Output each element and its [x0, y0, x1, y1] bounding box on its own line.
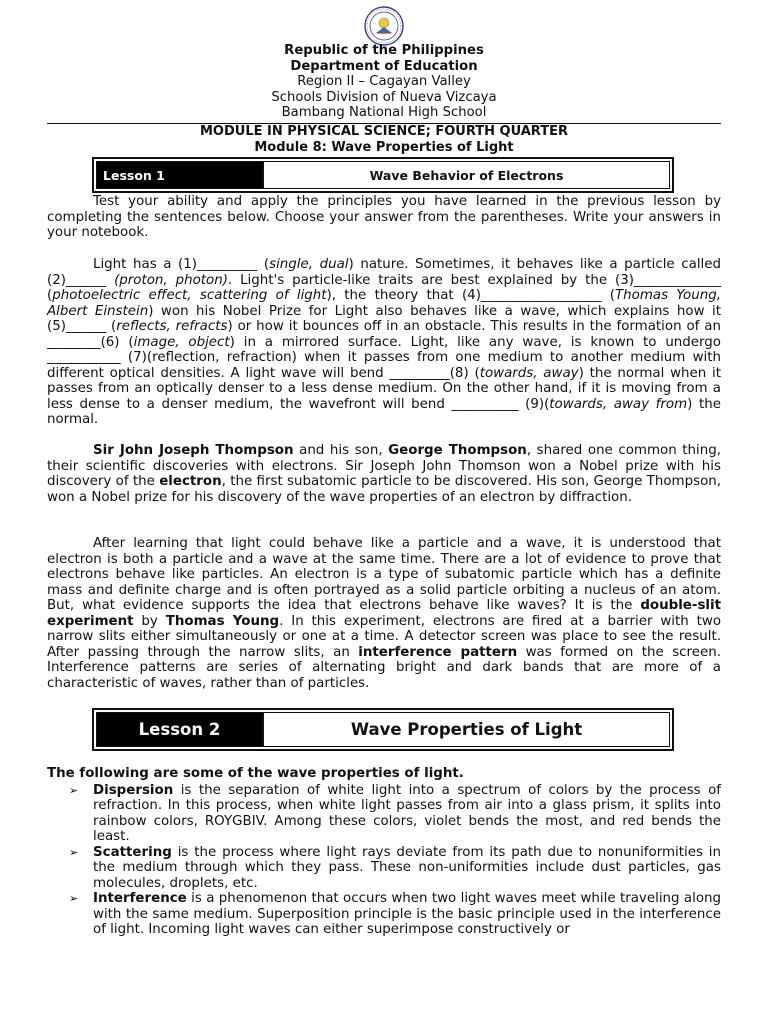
list-item — [47, 783, 721, 845]
header-division: Schools Division of Nueva Vizcaya — [271, 89, 497, 105]
module-line1: MODULE IN PHYSICAL SCIENCE; FOURTH QUARTER — [200, 124, 568, 139]
header-republic: Republic of the Philippines — [284, 43, 484, 58]
property-text: is the process where light rays deviate from its path due to nonuniformities in the medium through which they pass. These non-uniformities include dust particles, gas molecules, droplets, etc. — [93, 844, 721, 891]
electron-paragraph: After learning that light could behave like a particle and a wave, it is understood that electron is both a particle and a wave at the same time. There are a lot of evidence to prove that electrons behave like particles. An electron is a type of subatomic particle which has a definite mass and definite charge and is often portrayed as a solid particle orbiting a nucleus of an atom. But, what evidence supports the idea that electrons behave like waves? It is the double-slit experiment by Thomas Young. In this experiment, electrons are fired at a barrier with two narrow slits either simultaneously or one at a time. A detector screen was place to see the result. After passing through the narrow slits, an interference pattern was formed on the screen. Interference patterns are series of alternating bright and dark bands that are more of a characteristic of waves, rather than of particles. — [47, 536, 722, 691]
property-term: Dispersion — [93, 782, 174, 798]
lesson2-label: Lesson 2 — [97, 713, 262, 746]
list-item — [47, 891, 721, 938]
lesson2-title: Wave Properties of Light — [262, 713, 669, 746]
deped-seal-icon — [364, 6, 404, 46]
property-term: Interference — [93, 891, 187, 906]
properties-lead: The following are some of the wave properties of light. — [47, 766, 464, 781]
module-line2: Module 8: Wave Properties of Light — [254, 139, 514, 155]
list-item — [47, 845, 721, 892]
lesson2-inner — [96, 712, 670, 747]
activity-paragraph: Light has a (1)_________ (single, dual) nature. Sometimes, it behaves like a particle called (2)______ (proton, photon). Light's particle-like traits are best explained by the (3)_____________ (photoelectric effect, scattering of light), the theory that (4)__________________ (Thomas Young, Albert Einstein) won his Nobel Prize for Light also behaves like a wave, which explains how it (5)______ (reflects, refracts) or how it bounces off in an obstacle. This results in the formation of an ________(6) (image, object) in a mirrored surface. Light, like any wave, is known to undergo ___________ (7)(reflection, refraction) when it passes from one medium to another medium with different optical densities. A light wave will bend _________(8) (towards, away) the normal when it passes from an optically denser to a less dense medium. On the other hand, if it is moving from a less dense to a denser medium, the wavefront will bend __________ (9)(towards, away from) the normal. — [47, 257, 721, 427]
property-text: is the separation of white light into a spectrum of colors by the process of refraction. In this process, when white light passes from air into a glass prism, it splits into rainbow colors, ROYGBIV. Among these colors, violet bends the most, and red bends the least. — [93, 782, 721, 844]
property-term: Scattering — [93, 844, 172, 860]
lesson1-banner — [92, 157, 674, 193]
school-header — [47, 43, 721, 121]
arrow-bullet-icon: ➢ — [69, 783, 79, 797]
module-title — [47, 124, 721, 155]
thompson-paragraph: Sir John Joseph Thompson and his son, George Thompson, shared one common thing, their scientific discoveries with electrons. Sir Joseph John Thomson won a Nobel prize with his discovery of the electron, the first subatomic particle to be discovered. His son, George Thompson, won a Nobel prize for his discovery of the wave properties of an electron by diffraction. — [47, 443, 722, 505]
arrow-bullet-icon: ➢ — [69, 845, 79, 859]
header-school: Bambang National High School — [281, 105, 487, 121]
header-region: Region II – Cagayan Valley — [297, 74, 471, 90]
property-text: is a phenomenon that occurs when two light waves meet while traveling along with the same medium. Superposition principle is the basic principle used in the interference of light. Incoming light waves can either superimpose constructively or — [93, 891, 721, 937]
wave-properties-list — [47, 766, 721, 938]
arrow-bullet-icon: ➢ — [69, 892, 79, 905]
header-department: Department of Education — [290, 58, 478, 74]
intro-paragraph: Test your ability and apply the principles you have learned in the previous lesson by completing the sentences below. Choose your answer from the parentheses. Write your answers in your notebook. — [47, 194, 721, 240]
lesson1-title: Wave Behavior of Electrons — [262, 162, 669, 188]
lesson2-banner — [92, 708, 674, 751]
lesson1-inner — [96, 161, 670, 189]
lesson1-label: Lesson 1 — [97, 162, 262, 188]
